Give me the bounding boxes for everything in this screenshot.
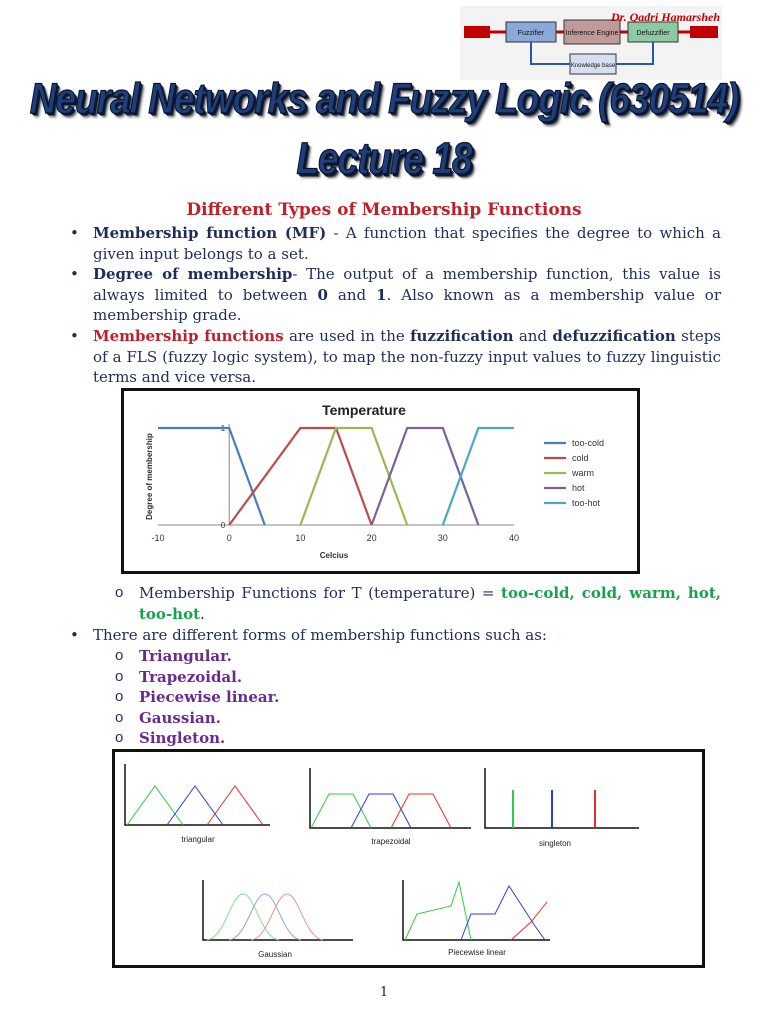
list-item: [115, 708, 279, 729]
piecewise-mf-1: [405, 882, 471, 940]
piecewise-linear-panel: [403, 880, 550, 957]
diagram-knowledge-label: Knowledge base: [570, 63, 616, 69]
triangular-mf-3: [207, 786, 263, 825]
series-line-too-cold: [158, 428, 265, 525]
temperature-chart: [124, 391, 637, 571]
list-item: [115, 646, 279, 667]
definition-text: - A function that specifies the degree to which a given input belongs to a set.: [93, 224, 721, 263]
author-name: Dr. Qadri Hamarsheh: [610, 10, 720, 24]
legend-label-warm: warm: [572, 468, 594, 478]
series-line-cold: [229, 428, 371, 525]
definition-text: are used in the: [283, 326, 411, 345]
form-singleton: Singleton.: [139, 729, 226, 748]
definition-text: - The output of a membership function, this value is always limited to between: [93, 265, 721, 304]
term-degree-of-membership: Degree of membership: [93, 265, 293, 284]
forms-list: [115, 646, 279, 749]
legend-label-too-hot: too-hot: [572, 498, 601, 508]
triangular-mf-2: [167, 786, 223, 825]
temperature-terms: too-cold, cold, warm, hot, too-hot: [139, 584, 721, 623]
singleton-label: singleton: [538, 839, 572, 848]
gaussian-panel: [203, 880, 353, 959]
singleton-panel: [485, 768, 639, 848]
trapezoidal-panel: [310, 768, 471, 846]
term-membership-functions: Membership functions: [93, 326, 284, 345]
trapezoidal-label: trapezoidal: [371, 837, 411, 846]
definition-text: steps of a FLS (fuzzy logic system), to map the non-fuzzy input values to fuzzy linguistic terms and vice versa.: [93, 326, 722, 387]
x-tick-label: 30: [437, 533, 448, 543]
trapezoidal-mf-2: [351, 794, 411, 828]
definition-text: . Also known as a membership value or membership grade.: [93, 285, 721, 325]
triangular-label: triangular: [181, 835, 215, 844]
term-membership-function: Membership function (MF): [93, 224, 327, 242]
y-axis-label: Degree of membership: [145, 433, 154, 520]
x-tick-label: -10: [151, 533, 165, 543]
form-piecewise-linear: Piecewise linear.: [139, 688, 280, 707]
value-zero: 0: [317, 285, 328, 304]
form-trapezoidal: Trapezoidal.: [139, 667, 243, 686]
section-heading: Different Types of Membership Functions: [186, 200, 582, 220]
course-title: Neural Networks and Fuzzy Logic (630514): [29, 74, 739, 122]
triangular-panel: [125, 764, 270, 844]
value-one: 1: [376, 285, 387, 304]
list-item: [115, 687, 279, 708]
trapezoidal-mf-1: [311, 794, 371, 828]
list-item: [70, 326, 721, 388]
list-item: [70, 264, 721, 326]
list-item: [115, 667, 279, 688]
sub-bullet-text: Membership Functions for T (temperature) =: [139, 584, 502, 602]
series-line-hot: [372, 428, 479, 525]
definition-list: [70, 223, 721, 388]
series-line-too-hot: [443, 428, 514, 525]
diagram-inference-label: Inference Engine: [565, 30, 619, 37]
gaussian-label: Gaussian: [258, 950, 292, 959]
piecewise-mf-2: [461, 886, 545, 940]
forms-figure: [115, 752, 702, 965]
connector-text: and: [327, 285, 377, 304]
connector-text: and: [513, 326, 553, 345]
form-triangular: Triangular.: [139, 647, 232, 665]
temperature-chart-frame: [121, 388, 640, 574]
list-item: [115, 583, 721, 624]
x-tick-label: 10: [295, 533, 306, 543]
forms-intro: • There are different forms of membership functions such as:: [70, 625, 547, 646]
form-gaussian: Gaussian.: [139, 708, 221, 727]
legend-label-cold: cold: [572, 453, 589, 463]
diagram-fuzzifier-label: Fuzzifier: [517, 30, 545, 37]
diagram-defuzzifier-label: Defuzzifier: [636, 30, 670, 37]
trapezoidal-mf-3: [391, 794, 451, 828]
x-tick-label: 40: [508, 533, 520, 543]
chart-title: Temperature: [322, 402, 406, 418]
term-fuzzification: fuzzification: [410, 326, 514, 345]
triangular-mf-1: [127, 786, 183, 825]
page-number: 1: [379, 985, 389, 1000]
x-axis-label: Celcius: [319, 551, 349, 560]
piecewise-mf-3: [511, 902, 547, 940]
temperature-terms-list: [115, 583, 721, 624]
list-item: [115, 728, 279, 749]
sub-bullet-end: .: [200, 604, 205, 623]
piecewise-linear-label: Piecewise linear: [448, 948, 506, 957]
list-item: [70, 223, 721, 264]
x-tick-label: 20: [366, 533, 377, 543]
legend-label-too-cold: too-cold: [572, 438, 605, 448]
gaussian-mf-2: [229, 894, 301, 940]
y-tick-label: 0: [220, 521, 226, 530]
forms-figure-frame: [112, 749, 705, 968]
term-defuzzification: defuzzification: [552, 326, 676, 345]
x-tick-label: 0: [226, 533, 232, 543]
gaussian-mf-3: [251, 894, 323, 940]
y-tick-label: 1: [220, 424, 226, 433]
legend-label-hot: hot: [572, 483, 585, 493]
gaussian-mf-1: [207, 894, 279, 940]
lecture-title: Lecture 18: [296, 133, 472, 183]
